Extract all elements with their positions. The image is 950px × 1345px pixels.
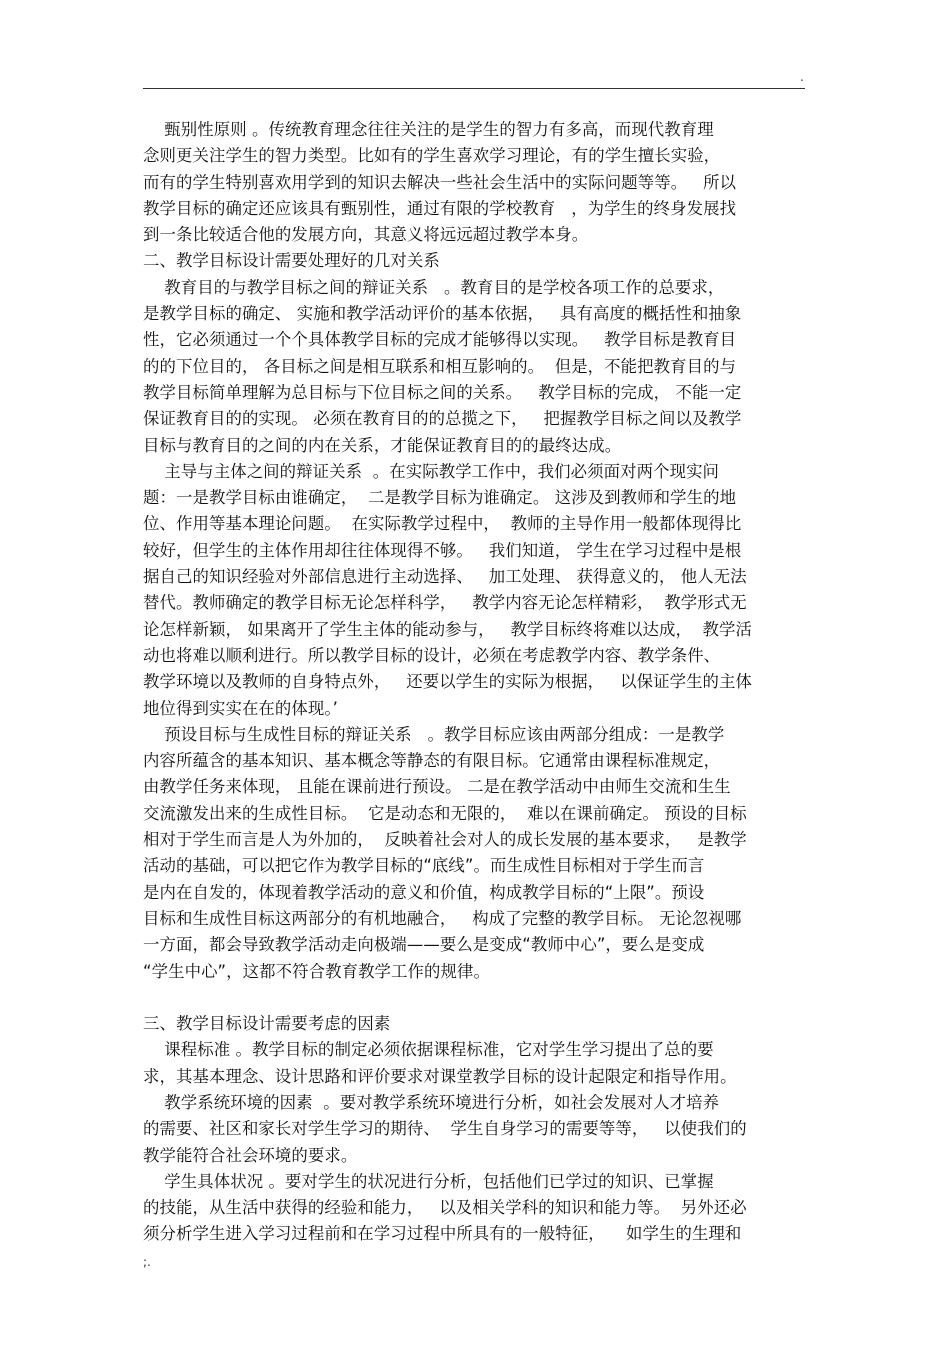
- text-line: 二、教学目标设计需要处理好的几对关系: [143, 251, 440, 271]
- text-line: 须分析学生进入学习过程前和在学习过程中所具有的一般特征， 如学生的生理和: [143, 1224, 742, 1244]
- text-line: 由教学任务来体现， 且能在课前进行预设。 二是在教学活动中由师生交流和生生: [143, 777, 731, 797]
- text-line: 一方面，都会导致教学活动走向极端——要么是变成“教师中心”，要么是变成: [143, 935, 705, 955]
- text-line: 地位得到实实在在的体现。’: [143, 698, 338, 718]
- text-line: 论怎样新颖， 如果离开了学生主体的能动参与， 教学目标终将难以达成， 教学活: [143, 619, 753, 639]
- text-line: 到一条比较适合他的发展方向，其意义将远远超过教学本身。: [143, 225, 589, 245]
- footer-mark: ;.: [143, 1255, 151, 1269]
- text-line: 性，它必须通过一个个具体教学目标的完成才能够得以实现。 教学目标是教育目: [143, 330, 737, 350]
- text-line: 教学系统环境的因素 。要对教学系统环境进行分析，如社会发展对人才培养: [143, 1092, 720, 1112]
- text-line: 是内在自发的，体现着教学活动的意义和价值，构成教学目标的“上限”。预设: [143, 882, 705, 902]
- text-line: 教学环境以及教师的自身特点外， 还要以学生的实际为根据， 以保证学生的主体: [143, 672, 753, 692]
- text-line: 目标和生成性目标这两部分的有机地融合， 构成了完整的教学目标。 无论忽视哪: [143, 908, 742, 928]
- text-line: 内容所蕴含的基本知识、基本概念等静态的有限目标。它通常由课程标准规定，: [143, 751, 721, 771]
- text-line: 活动的基础，可以把它作为教学目标的“底线”。而生成性目标相对于学生而言: [143, 856, 705, 876]
- text-line: 位、作用等基本理论问题。 在实际教学过程中， 教师的主导作用一般都体现得比: [143, 514, 742, 534]
- text-line: 替代。教师确定的教学目标无论怎样科学， 教学内容无论怎样精彩， 教学形式无: [143, 593, 747, 613]
- text-line: 而有的学生特别喜欢用学到的知识去解决一些社会生活中的实际问题等等。 所以: [143, 172, 737, 192]
- text-line: 保证教育目的的实现。 必须在教育目的的总揽之下， 把握教学目标之间以及教学: [143, 409, 742, 429]
- text-line: 的技能，从生活中获得的经验和能力， 以及相关学科的知识和能力等。 另外还必: [143, 1198, 747, 1218]
- body-text: [143, 117, 807, 1248]
- text-line: 动也将难以顺利进行。所以教学目标的设计，必须在考虑教学内容、教学条件、: [143, 645, 721, 665]
- text-line: 交流激发出来的生成性目标。 它是动态和无限的， 难以在课前确定。 预设的目标: [143, 803, 747, 823]
- text-line: 教学目标的确定还应该具有甄别性，通过有限的学校教育 ，为学生的终身发展找: [143, 198, 737, 218]
- text-line: 教学目标简单理解为总目标与下位目标之间的关系。 教学目标的完成， 不能一定: [143, 382, 742, 402]
- text-line: 学生具体状况 。要对学生的状况进行分析，包括他们已学过的知识、已掌握: [143, 1171, 714, 1191]
- text-line: 据自己的知识经验对外部信息进行主动选择、 加工处理、 获得意义的， 他人无法: [143, 567, 747, 587]
- text-line: 念则更关注学生的智力类型。比如有的学生喜欢学习理论，有的学生擅长实验，: [143, 146, 721, 166]
- text-line: 的的下位目的， 各目标之间是相互联系和相互影响的。 但是，不能把教育目的与: [143, 356, 737, 376]
- text-line: 预设目标与生成性目标的辩证关系 。教学目标应该由两部分组成：一是教学: [143, 724, 725, 744]
- text-line: 甄别性原则 。传统教育理念往往关注的是学生的智力有多高，而现代教育理: [143, 120, 714, 139]
- header-rule: [143, 88, 805, 89]
- text-line: 相对于学生而言是人为外加的， 反映着社会对人的成长发展的基本要求， 是教学: [143, 830, 747, 850]
- text-line: 目标与教育目的之间的内在关系，才能保证教育目的的最终达成。: [143, 435, 622, 455]
- text-line: 较好，但学生的主体作用却往往体现得不够。 我们知道， 学生在学习过程中是根: [143, 540, 742, 560]
- text-line: 三、教学目标设计需要考虑的因素: [143, 1014, 391, 1034]
- text-line: 的需要、社区和家长对学生学习的期待、 学生自身学习的需要等等， 以使我们的: [143, 1119, 747, 1139]
- text-line: 主导与主体之间的辩证关系 。在实际教学工作中，我们必须面对两个现实问: [143, 461, 720, 481]
- text-line: “学生中心”，这都不符合教育教学工作的规律。: [143, 961, 490, 981]
- text-line: 教学能符合社会环境的要求。: [143, 1145, 358, 1165]
- text-line: 求，其基本理念、设计思路和评价要求对课堂教学目标的设计起限定和指导作用。: [143, 1066, 737, 1086]
- text-line: 课程标准 。教学目标的制定必须依据课程标准，它对学生学习提出了总的要: [143, 1040, 714, 1060]
- text-line: [143, 985, 807, 1011]
- text-line: 是教学目标的确定、 实施和教学活动评价的基本依据， 具有高度的概括性和抽象: [143, 304, 742, 324]
- text-line: 教育目的与教学目标之间的辩证关系 。教育目的是学校各项工作的总要求，: [143, 277, 725, 297]
- header-mark: .: [800, 70, 804, 84]
- text-line: 题：一是教学目标由谁确定， 二是教学目标为谁确定。 这涉及到教师和学生的地: [143, 488, 737, 508]
